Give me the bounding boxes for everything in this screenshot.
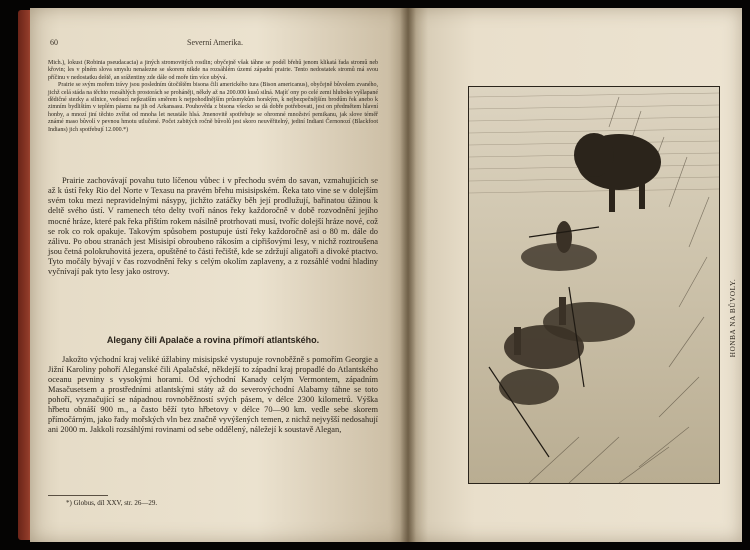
engraving-plate xyxy=(468,86,720,484)
running-head-title: Severní Amerika. xyxy=(187,38,243,47)
plate-caption-text: HONBA NA BŮVOLY. xyxy=(729,278,737,358)
fine-print-paragraph: Prairie se svým mořem trávy jsou posledním útočištěm bisona čili amerického tura (Bison americanus), obyčejně bůvolem zvaného, jichž celá stáda na těchto rozsáhlých prostorách se proháněji, někdy až na 200.000 kusů silná. Majíť ony po celé zemi hluboko vyšlapané dědičné stezky a silnice, vedoucí nejkratším směrem k nejpohodlnějším průsmykům horským, k nejbezpečnějším brodům řek anebo k zimním bydlištím v teplém pásmu na jih od Arkansasu. Pouhověda z bisona všecko se dá dobře potřebovati, jest on předmětem hlavní honby, a mnozí jiní těchto zvířat od mnoha let neustále hlsá. Jmenovitě spotřebuje se ohromné množství pemikanu, jak slove téměř známé maso bůvolí v pevnou hmotu utlučené. Počet zabitých ročně bůvolů jest skoro neuvěřitelný, jediní Indiani Černonozí (Blackfoot Indians) jich spotřebují 12.000.*) xyxy=(48,82,378,133)
plate-caption xyxy=(722,278,744,358)
page-number: 60 xyxy=(50,38,58,47)
body-text-prairie xyxy=(48,176,378,278)
body-paragraph: Prairie zachovávají povahu tuto líčenou vůbec i v přechodu svém do savan, vzmahujících se až k ústí řeky Rio del Norte v Texasu na pravém břehu misisipském. Řeka tato vine se v dolejším svém toku mezi nepravidelnými násypy, jichžto zatáčky běh její prodlužují, bařinatou úžinou k deltě svého ústí. V ramenech této delty tvoří nános řeky každoročně v době rozvodnění jejího mocné hráze, které pak řeka přištím rokem násilně protrhovati musí, tvoříc dolejší hráze nové, což se rok co rok opakuje. Takovým spůsobem postupuje ústí řeky každoročně asi o 80 m. dále do zálivu. Po obou stranách jest Misisipí obroubeno rákosím a cipřišovými lesy, v nichž roztroušena jsou četná polokruhovitá jezera, opuštěné to části řečiště, kde se zdržují aligatoři a divoké ptactvo. Tyto močály bývají v čas rozvodnění řeky s celým okolím zaplaveny, a z rozsáhlé vodní hladiny vyčnívají pak tyto lesy jako ostrovy. xyxy=(48,176,378,277)
footnote-rule xyxy=(48,495,108,496)
book-spread xyxy=(8,8,742,542)
footnote: *) Globus, díl XXV, str. 26—29. xyxy=(66,499,158,507)
rider-figures xyxy=(499,221,635,405)
running-head xyxy=(50,38,380,50)
buffalo-hunt-engraving xyxy=(469,87,719,483)
buffalo-figure xyxy=(574,133,661,212)
body-paragraph: Jakožto východní kraj veliké úžlabiny misisipské vystupuje rovnoběžně s pomořím Georgie a Jižní Karoliny pohoří Aleganské čili Apalačské, někdejší to západní kraj propadlé do Atlantského oceanu pevniny s vysokými horami. Od východní Kanady celým Vermontem, západním Masačusetsem a prostředními atlantskými státy až do severovýchodní Alabamy táhne se toto pohoří, vyznačující se nápadnou rovnoběžností svých pásem, v délce 2300 kilometrů. Výška hřbetu obnáší 900 m., a často běží tyto hřbetovy v délce 70—90 km. vedle sebe skorem přímočárným, jako řady mořských vln bez značně vyvýšených temen, z nichž nejvyšší nedosahují ani 2000 m. Jakkoli rozsáhlými rovinami od sebe oddělený, náležejí k soustavě Alegan, xyxy=(48,355,378,435)
fine-print-paragraph: Mich.), lokust (Robinia pseudacacia) a jiných stromovitých rostlin; obyčejně však táhne se podél břehů jenom klikatá řada stromů neb křovin; les v plném slova smyslu nenalezne se skorem nikde na rozsáhlém území západní prairie. Tento nedostatek stromů má svou příčinu v nedostatku deště, an srážentiny zde dále od moře tím více ubývá. xyxy=(48,60,378,81)
book-gutter xyxy=(400,8,416,542)
fine-print-continuation xyxy=(48,60,378,134)
body-text-alegany xyxy=(48,355,378,435)
section-heading: Alegany čili Apalače a rovina přímoří atlantského. xyxy=(106,335,320,345)
